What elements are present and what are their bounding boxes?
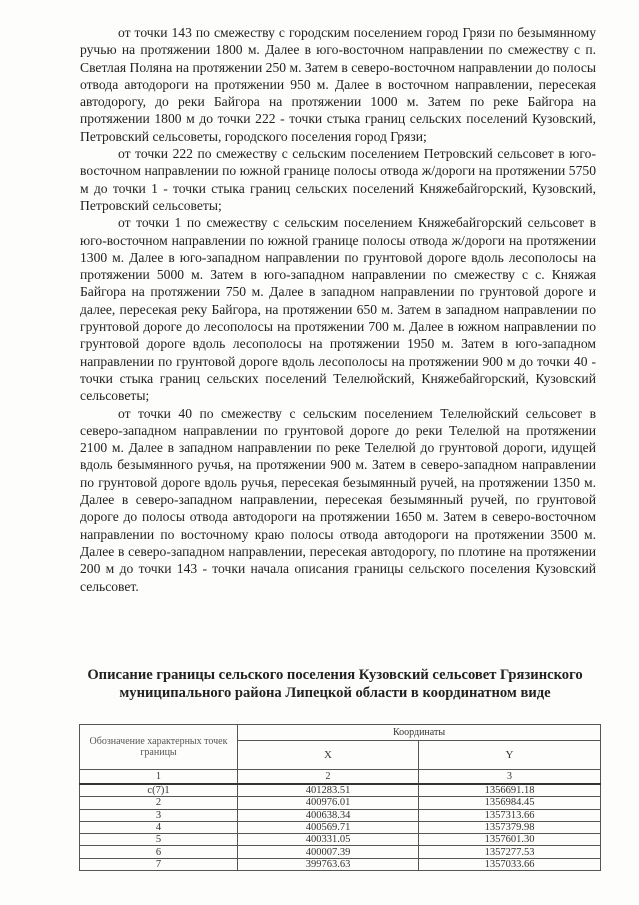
y-cell: 1357277.53 <box>419 846 601 858</box>
x-cell: 400331.05 <box>238 834 419 846</box>
x-cell: 399763.63 <box>238 858 419 870</box>
column-number-2: 2 <box>238 770 419 785</box>
x-cell: 400638.34 <box>238 809 419 821</box>
coordinates-table <box>79 724 601 871</box>
x-cell: 400976.01 <box>238 797 419 809</box>
y-cell: 1357601.30 <box>419 834 601 846</box>
column-number-1: 1 <box>80 770 238 785</box>
point-cell: 7 <box>80 858 238 870</box>
column-number-3: 3 <box>419 770 601 785</box>
table-row <box>80 858 601 870</box>
point-designation-header: Обозначение характерных точек границы <box>80 725 238 770</box>
point-cell: 2 <box>80 797 238 809</box>
point-cell: 3 <box>80 809 238 821</box>
table-row <box>80 821 601 833</box>
y-cell: 1356984.45 <box>419 797 601 809</box>
y-cell: 1357033.66 <box>419 858 601 870</box>
point-cell: с(7)1 <box>80 784 238 797</box>
point-cell: 6 <box>80 846 238 858</box>
section-heading: Описание границы сельского поселения Кузовский сельсовет Грязинского муниципального района Липецкой области в координатном виде <box>87 667 583 701</box>
boundary-description-text <box>80 24 596 595</box>
table-row <box>80 809 601 821</box>
y-cell: 1357313.66 <box>419 809 601 821</box>
y-header: Y <box>419 741 601 770</box>
paragraph-point-222: от точки 222 по смежеству с сельским поселением Петровский сельсовет в юго-восточном направлении по южной границе полосы отвода ж/дороги на протяжении 5750 м до точки 1 - точки стыка границ сельских поселений Княжебайгорский, Кузовский, Петровский сельсоветы; <box>80 146 596 213</box>
y-cell: 1356691.18 <box>419 784 601 797</box>
table-row <box>80 784 601 797</box>
x-cell: 400569.71 <box>238 821 419 833</box>
x-cell: 401283.51 <box>238 784 419 797</box>
table-row <box>80 797 601 809</box>
coordinates-header: Координаты <box>238 725 601 741</box>
point-cell: 5 <box>80 834 238 846</box>
point-cell: 4 <box>80 821 238 833</box>
paragraph-point-1: от точки 1 по смежеству с сельским поселением Княжебайгорский сельсовет в юго-восточном направлении по южной границе полосы отвода ж/дороги на протяжении 1300 м. Далее в юго-западном направлении по грунтовой дороге вдоль лесополосы на протяжении 5000 м. Затем в юго-западном направлении по смежеству с с. Княжая Байгора на протяжении 750 м. Далее в западном направлении по грунтовой дороге и далее, пересекая реку Байгора, на протяжении 650 м. Затем в западном направлении по грунтовой дороге до лесополосы на протяжении 700 м. Далее в южном направлении по грунтовой дороге вдоль лесополосы на протяжении 1950 м. Затем в юго-западном направлении по грунтовой дороге вдоль лесополосы на протяжении 900 м до точки 40 - точки стыка границ сельских поселений Телелюйский, Княжебайгорский, Кузовский сельсоветы; <box>80 215 596 404</box>
paragraph-point-40: от точки 40 по смежеству с сельским поселением Телелюйский сельсовет в северо-западном направлении по грунтовой дороге до реки Телелюй на протяжении 2100 м. Далее в западном направлении по реке Телелюй до грунтовой дороги, идущей вдоль безымянного ручья, на протяжении 900 м. Затем в северо-западном направлении по грунтовой дороге вдоль ручья, пересекая безымянный ручей, на протяжении 1350 м. Далее в северо-западном направлении, пересекая безымянный ручей, по грунтовой дороге до полосы отвода автодороги на протяжении 1650 м. Затем в северо-восточном направлении по восточному краю полосы отвода автодороги на протяжении 3500 м. Далее в северо-западном направлении, пересекая автодорогу, по плотине на протяжении 200 м до точки 143 - точки начала описания границы сельского поселения Кузовский сельсовет. <box>80 405 596 594</box>
y-cell: 1357379.98 <box>419 821 601 833</box>
x-header: X <box>238 741 419 770</box>
x-cell: 400007.39 <box>238 846 419 858</box>
table-row <box>80 846 601 858</box>
table-row <box>80 834 601 846</box>
paragraph-point-143: от точки 143 по смежеству с городским поселением город Грязи по безымянному ручью на протяжении 1800 м. Далее в юго-восточном направлении по смежеству с п. Светлая Поляна на протяжении 250 м. Затем в северо-восточном направлении до полосы отвода автодороги на протяжении 950 м. Далее в восточном направлении, пересекая автодорогу, до реки Байгора на протяжении 1000 м. Затем по реке Байгора на протяжении 1800 м до точки 222 - точки стыка границ сельских поселений Кузовский, Петровский сельсоветы, городского поселения город Грязи; <box>80 25 596 144</box>
